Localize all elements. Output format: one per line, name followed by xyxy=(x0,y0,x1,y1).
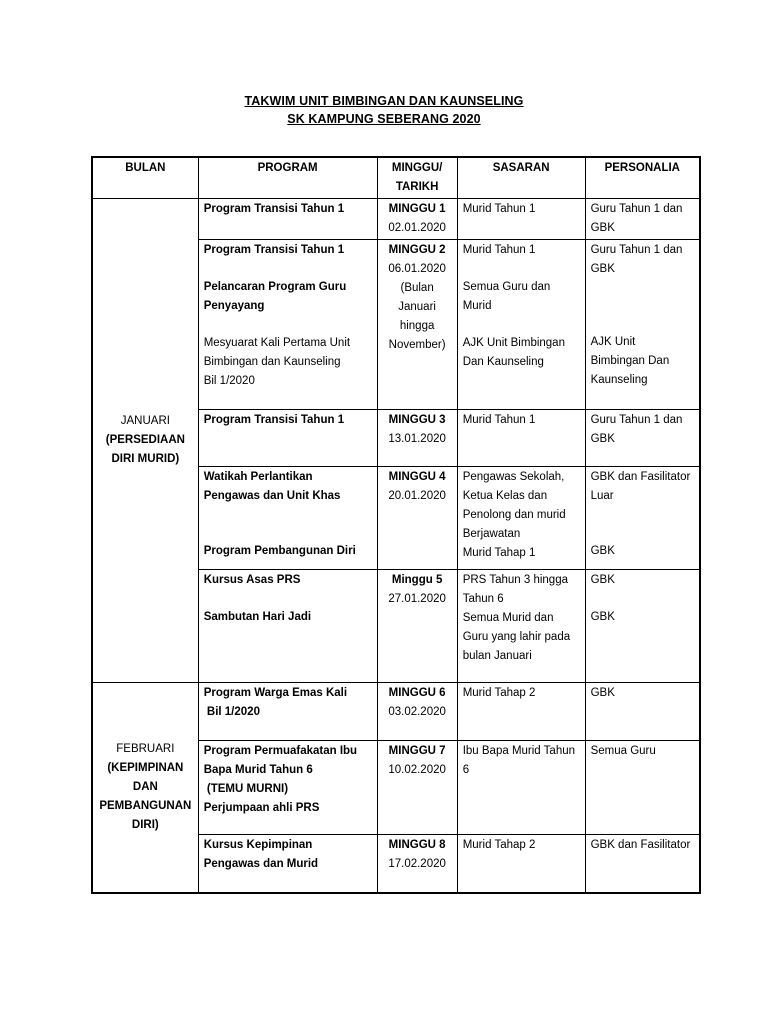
tarikh-label: 06.01.2020 xyxy=(388,263,446,275)
spacer xyxy=(204,260,372,278)
personalia-cell xyxy=(585,467,700,570)
month-theme-1: (PERSEDIAAN xyxy=(105,434,185,446)
minggu-label: MINGGU 3 xyxy=(388,414,446,426)
minggu-label: MINGGU 7 xyxy=(388,745,446,757)
month-theme-2: DIRI MURID) xyxy=(111,453,180,465)
spacer xyxy=(204,590,372,608)
minggu-cell xyxy=(377,240,457,410)
program-line: Bimbingan dan Kaunseling xyxy=(203,356,341,368)
sasaran-cell: Murid Tahap 2 xyxy=(457,683,585,741)
document-subtitle: SK KAMPUNG SEBERANG 2020 xyxy=(287,112,481,126)
spacer xyxy=(591,524,694,542)
header-minggu-1: MINGGU/ xyxy=(391,162,443,174)
sasaran-cell: Murid Tahun 1 xyxy=(457,410,585,467)
spacer xyxy=(591,590,694,608)
minggu-cell xyxy=(377,683,457,741)
sasaran-line: Pengawas Sekolah, xyxy=(462,471,565,483)
personalia-line: AJK Unit xyxy=(590,336,636,348)
sasaran-cell xyxy=(457,570,585,683)
spacer xyxy=(463,316,580,334)
program-line: Mesyuarat Kali Pertama Unit xyxy=(203,337,351,349)
sasaran-cell: Murid Tahun 1 xyxy=(457,199,585,240)
sasaran-cell xyxy=(457,240,585,410)
program-line: Program Transisi Tahun 1 xyxy=(203,244,345,256)
personalia-line: Guru Tahun 1 dan xyxy=(590,244,683,256)
minggu-cell xyxy=(377,199,457,240)
minggu-label: MINGGU 8 xyxy=(388,839,446,851)
personalia-cell xyxy=(585,410,700,467)
spacer xyxy=(591,279,694,297)
sasaran-line: Ibu Bapa Murid Tahun xyxy=(462,745,576,757)
personalia-line: GBK xyxy=(590,611,615,623)
personalia-line: GBK xyxy=(590,574,615,586)
month-name: FEBRUARI xyxy=(116,742,175,755)
sasaran-cell: Murid Tahap 2 xyxy=(457,835,585,893)
spacer xyxy=(591,506,694,524)
tarikh-label: 10.02.2020 xyxy=(388,764,446,776)
sasaran-line: Semua Guru dan xyxy=(462,281,551,293)
sasaran-line: 6 xyxy=(462,764,470,776)
personalia-line: GBK xyxy=(590,545,615,557)
personalia-cell: GBK dan Fasilitator xyxy=(585,835,700,893)
sasaran-line: Murid Tahun 1 xyxy=(462,244,536,256)
personalia-cell: Guru Tahun 1 dan GBK xyxy=(585,199,700,240)
note-line: (Bulan xyxy=(400,282,434,294)
personalia-line: Guru Tahun 1 dan xyxy=(590,414,683,426)
program-cell xyxy=(198,240,377,410)
header-personalia: PERSONALIA xyxy=(585,157,700,199)
minggu-cell xyxy=(377,467,457,570)
sasaran-line: Murid xyxy=(462,300,492,312)
program-line: Program Pembangunan Diri xyxy=(203,545,356,557)
program-cell xyxy=(198,741,377,835)
spacer xyxy=(463,260,580,278)
note-line: November) xyxy=(388,339,446,351)
program-line: Kursus Asas PRS xyxy=(203,574,301,586)
personalia-line: GBK xyxy=(590,433,615,445)
minggu-cell xyxy=(377,410,457,467)
minggu-label: MINGGU 6 xyxy=(388,687,446,699)
spacer xyxy=(204,524,372,542)
sasaran-cell xyxy=(457,741,585,835)
month-theme-2: DAN xyxy=(132,780,158,793)
table-row xyxy=(92,683,700,741)
spacer xyxy=(204,506,372,524)
personalia-cell: GBK xyxy=(585,683,700,741)
month-cell-januari xyxy=(92,199,198,683)
program-line: Bil 1/2020 xyxy=(203,375,255,387)
sasaran-line: Guru yang lahir pada xyxy=(462,631,571,643)
month-name: JANUARI xyxy=(120,415,170,427)
sasaran-cell xyxy=(457,467,585,570)
sasaran-line: Penolong dan murid xyxy=(462,509,566,521)
personalia-line: GBK xyxy=(590,263,615,275)
minggu-cell xyxy=(377,835,457,893)
tarikh-label: 13.01.2020 xyxy=(388,433,446,445)
program-line: Program Permuafakatan Ibu xyxy=(203,745,358,757)
sasaran-line: Berjawatan xyxy=(462,528,521,540)
personalia-cell: Semua Guru xyxy=(585,741,700,835)
sasaran-line: Ketua Kelas dan xyxy=(462,490,548,502)
program-line: Pengawas dan Unit Khas xyxy=(203,490,341,502)
spacer xyxy=(204,316,372,334)
month-cell-februari xyxy=(92,683,198,893)
sasaran-line: Tahun 6 xyxy=(462,593,504,605)
tarikh-label: 02.01.2020 xyxy=(388,222,446,234)
tarikh-label: 03.02.2020 xyxy=(388,706,446,718)
program-cell xyxy=(198,683,377,741)
sasaran-line: Dan Kaunseling xyxy=(462,356,544,368)
header-row xyxy=(92,157,700,199)
spacer xyxy=(591,297,694,315)
spacer xyxy=(591,315,694,333)
sasaran-line: bulan Januari xyxy=(462,650,532,662)
header-sasaran: SASARAN xyxy=(457,157,585,199)
month-theme-4: DIRI) xyxy=(131,818,159,831)
program-line: Program Warga Emas Kali xyxy=(203,687,348,699)
tarikh-label: 20.01.2020 xyxy=(388,490,446,502)
header-minggu xyxy=(377,157,457,199)
minggu-cell xyxy=(377,741,457,835)
month-theme-1: (KEPIMPINAN xyxy=(107,761,184,774)
minggu-label: MINGGU 4 xyxy=(388,471,446,483)
personalia-line: GBK dan Fasilitator xyxy=(590,471,691,483)
personalia-line: Bimbingan Dan xyxy=(590,355,670,367)
sasaran-line: Murid Tahap 1 xyxy=(462,547,536,559)
header-program: PROGRAM xyxy=(198,157,377,199)
program-cell xyxy=(198,570,377,683)
program-line: Bil 1/2020 xyxy=(203,706,260,718)
table-row xyxy=(92,199,700,240)
personalia-line: Luar xyxy=(590,490,614,502)
month-theme-3: PEMBANGUNAN xyxy=(99,799,192,812)
takwim-table xyxy=(91,156,701,894)
minggu-label: MINGGU 2 xyxy=(388,244,446,256)
program-line: Penyayang xyxy=(203,300,265,312)
minggu-cell xyxy=(377,570,457,683)
program-line: (TEMU MURNI) xyxy=(203,783,289,795)
program-line: Watikah Perlantikan xyxy=(203,471,313,483)
program-line: Sambutan Hari Jadi xyxy=(203,611,312,623)
personalia-cell xyxy=(585,570,700,683)
document-title: TAKWIM UNIT BIMBINGAN DAN KAUNSELING xyxy=(244,94,524,108)
program-line: Pelancaran Program Guru xyxy=(203,281,347,293)
header-bulan: BULAN xyxy=(92,157,198,199)
tarikh-label: 17.02.2020 xyxy=(388,858,446,870)
personalia-line: Kaunseling xyxy=(590,374,648,386)
note-line: Januari xyxy=(398,301,436,313)
program-line: Bapa Murid Tahun 6 xyxy=(203,764,313,776)
program-cell: Program Transisi Tahun 1 xyxy=(198,199,377,240)
minggu-label: MINGGU 1 xyxy=(388,203,446,215)
note-line: hingga xyxy=(399,320,435,332)
sasaran-line: Semua Murid dan xyxy=(462,612,554,624)
sasaran-line: PRS Tahun 3 hingga xyxy=(462,574,568,586)
sasaran-line: AJK Unit Bimbingan xyxy=(462,337,565,349)
program-cell xyxy=(198,467,377,570)
header-minggu-2: TARIKH xyxy=(395,181,439,193)
personalia-cell xyxy=(585,240,700,410)
program-cell: Program Transisi Tahun 1 xyxy=(198,410,377,467)
program-line: Pengawas dan Murid xyxy=(203,858,319,870)
tarikh-label: 27.01.2020 xyxy=(388,593,446,605)
minggu-label: Minggu 5 xyxy=(391,574,443,586)
program-cell xyxy=(198,835,377,893)
program-line: Kursus Kepimpinan xyxy=(203,839,313,851)
program-line: Perjumpaan ahli PRS xyxy=(203,802,320,814)
